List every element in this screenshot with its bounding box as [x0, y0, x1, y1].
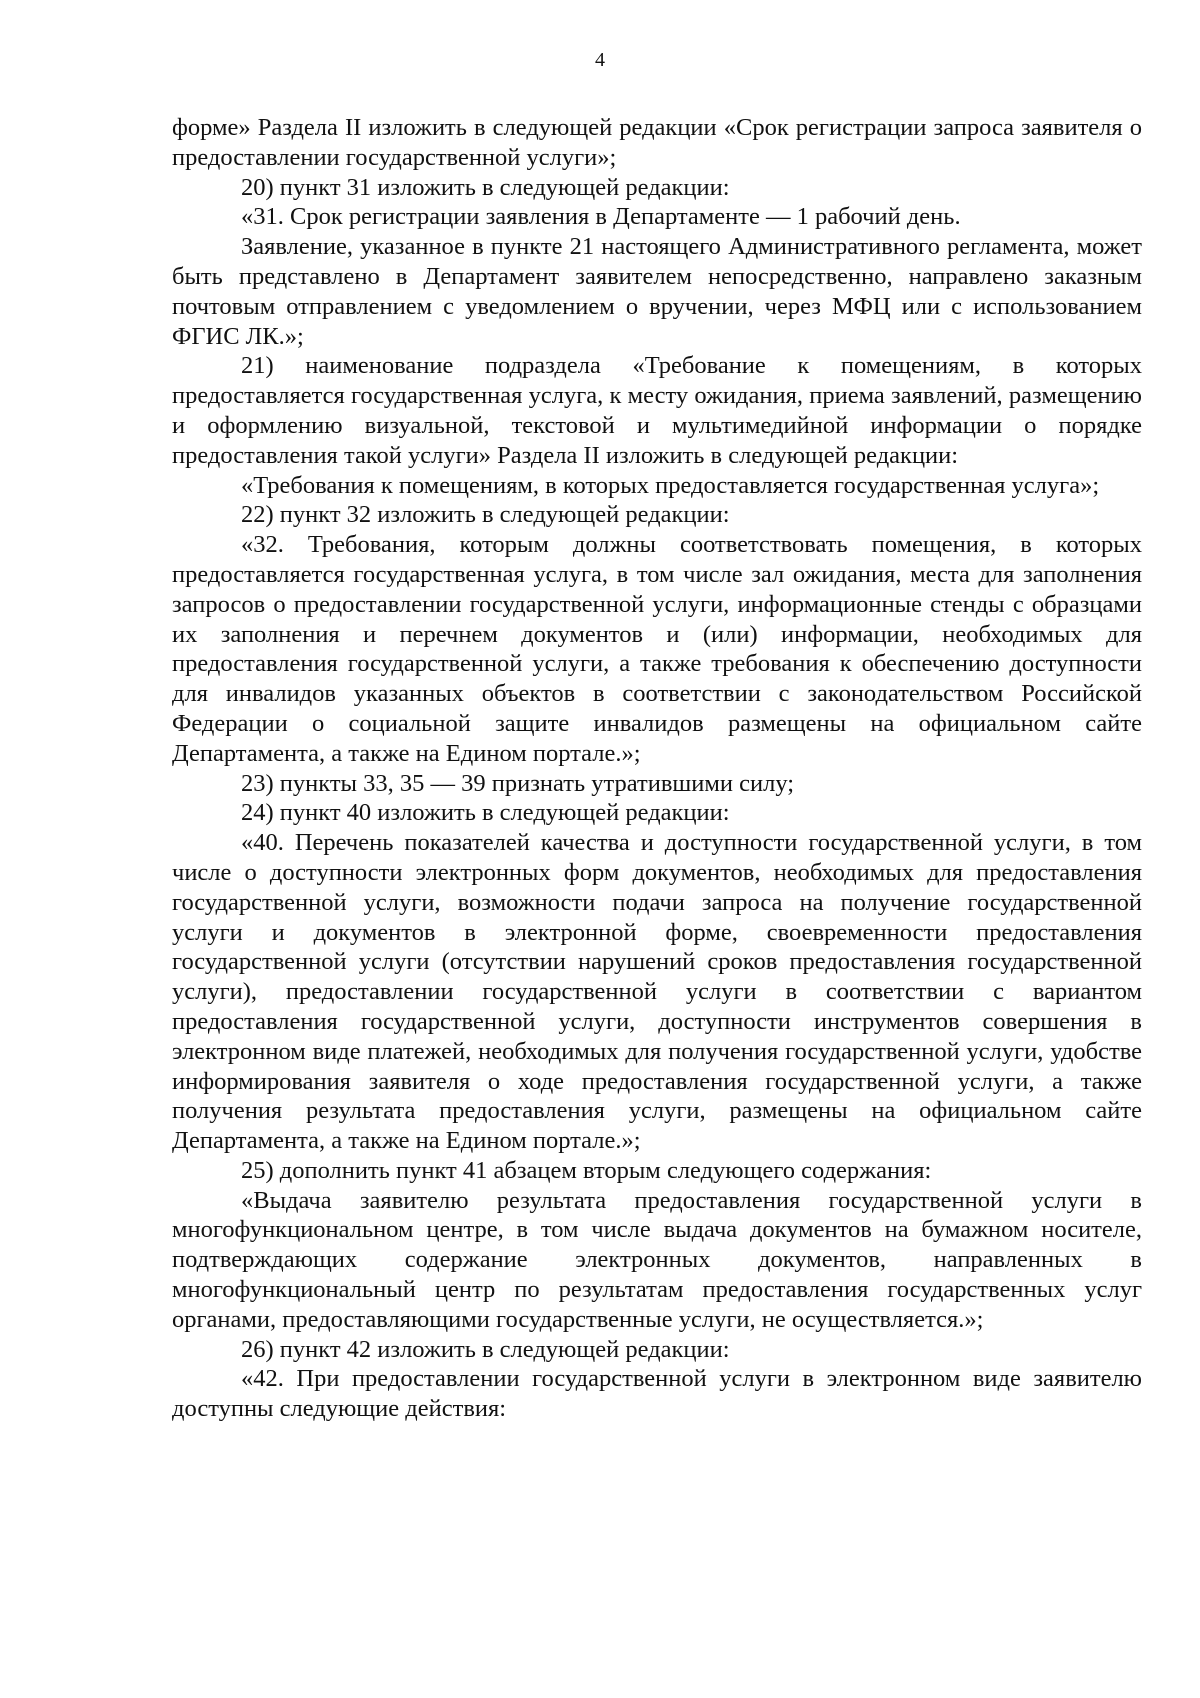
paragraph: «Требования к помещениям, в которых предоставляется государственная услуга»; — [241, 471, 1100, 499]
paragraph: «32. Требования, которым должны соответствовать помещения, в которых предоставляется государственная услуга, в том числе зал ожидания, места для заполнения запросов о предоставлении государственной услуги, информационные стенды с образцами их заполнения и перечнем документов и (или) информации, необходимых для предоставления государственной услуги, а также требования к обеспечению доступности для инвалидов указанных объектов в соответствии с законодательством Российской Федерации о социальной защите инвалидов размещены на официальном сайте Департамента, а также на Едином портале.»; — [172, 531, 1142, 767]
paragraph: форме» Раздела II изложить в следующей редакции «Срок регистрации запроса заявителя о предоставлении государственной услуги»; — [172, 114, 1142, 171]
paragraph: Заявление, указанное в пункте 21 настоящего Административного регламента, может быть представлено в Департамент заявителем непосредственно, направлено заказным почтовым отправлением с уведомлением о вручении, через МФЦ или с использованием ФГИС ЛК.»; — [172, 233, 1142, 350]
paragraph: 23) пункты 33, 35 — 39 признать утратившими силу; — [241, 769, 795, 797]
paragraph: 25) дополнить пункт 41 абзацем вторым следующего содержания: — [241, 1156, 932, 1184]
page-number: 4 — [595, 49, 605, 71]
paragraph: «Выдача заявителю результата предоставления государственной услуги в многофункциональном центре, в том числе выдача документов на бумажном носителе, подтверждающих содержание электронных документов, направленных в многофункциональный центр по результатам предоставления государственных услуг органами, предоставляющими государственные услуги, не осуществляется.»; — [172, 1186, 1142, 1333]
paragraph: 21) наименование подраздела «Требование к помещениям, в которых предоставляется государственная услуга, к месту ожидания, приема заявлений, размещению и оформлению визуальной, текстовой и мультимедийной информации о порядке предоставления такой услуги» Раздела II изложить в следующей редакции: — [172, 352, 1142, 469]
document-body — [172, 113, 1142, 1424]
paragraph: «40. Перечень показателей качества и доступности государственной услуги, в том числе о доступности электронных форм документов, необходимых для предоставления государственной услуги, возможности подачи запроса на получение государственной услуги и документов в электронной форме, своевременности предоставления государственной услуги (отсутствии нарушений сроков предоставления государственной услуги), предоставлении государственной услуги в соответствии с вариантом предоставления государственной услуги, доступности инструментов совершения в электронном виде платежей, необходимых для получения государственной услуги, удобстве информирования заявителя о ходе предоставления государственной услуги, а также получения результата предоставления услуги, размещены на официальном сайте Департамента, а также на Едином портале.»; — [172, 829, 1142, 1155]
paragraph: «42. При предоставлении государственной услуги в электронном виде заявителю доступны следующие действия: — [172, 1365, 1142, 1423]
paragraph: 26) пункт 42 изложить в следующей редакции: — [241, 1335, 730, 1363]
paragraph: 24) пункт 40 изложить в следующей редакции: — [241, 799, 730, 827]
paragraph: 22) пункт 32 изложить в следующей редакции: — [241, 501, 730, 529]
paragraph: 20) пункт 31 изложить в следующей редакции: — [241, 173, 730, 201]
paragraph: «31. Срок регистрации заявления в Департаменте — 1 рабочий день. — [241, 203, 961, 231]
